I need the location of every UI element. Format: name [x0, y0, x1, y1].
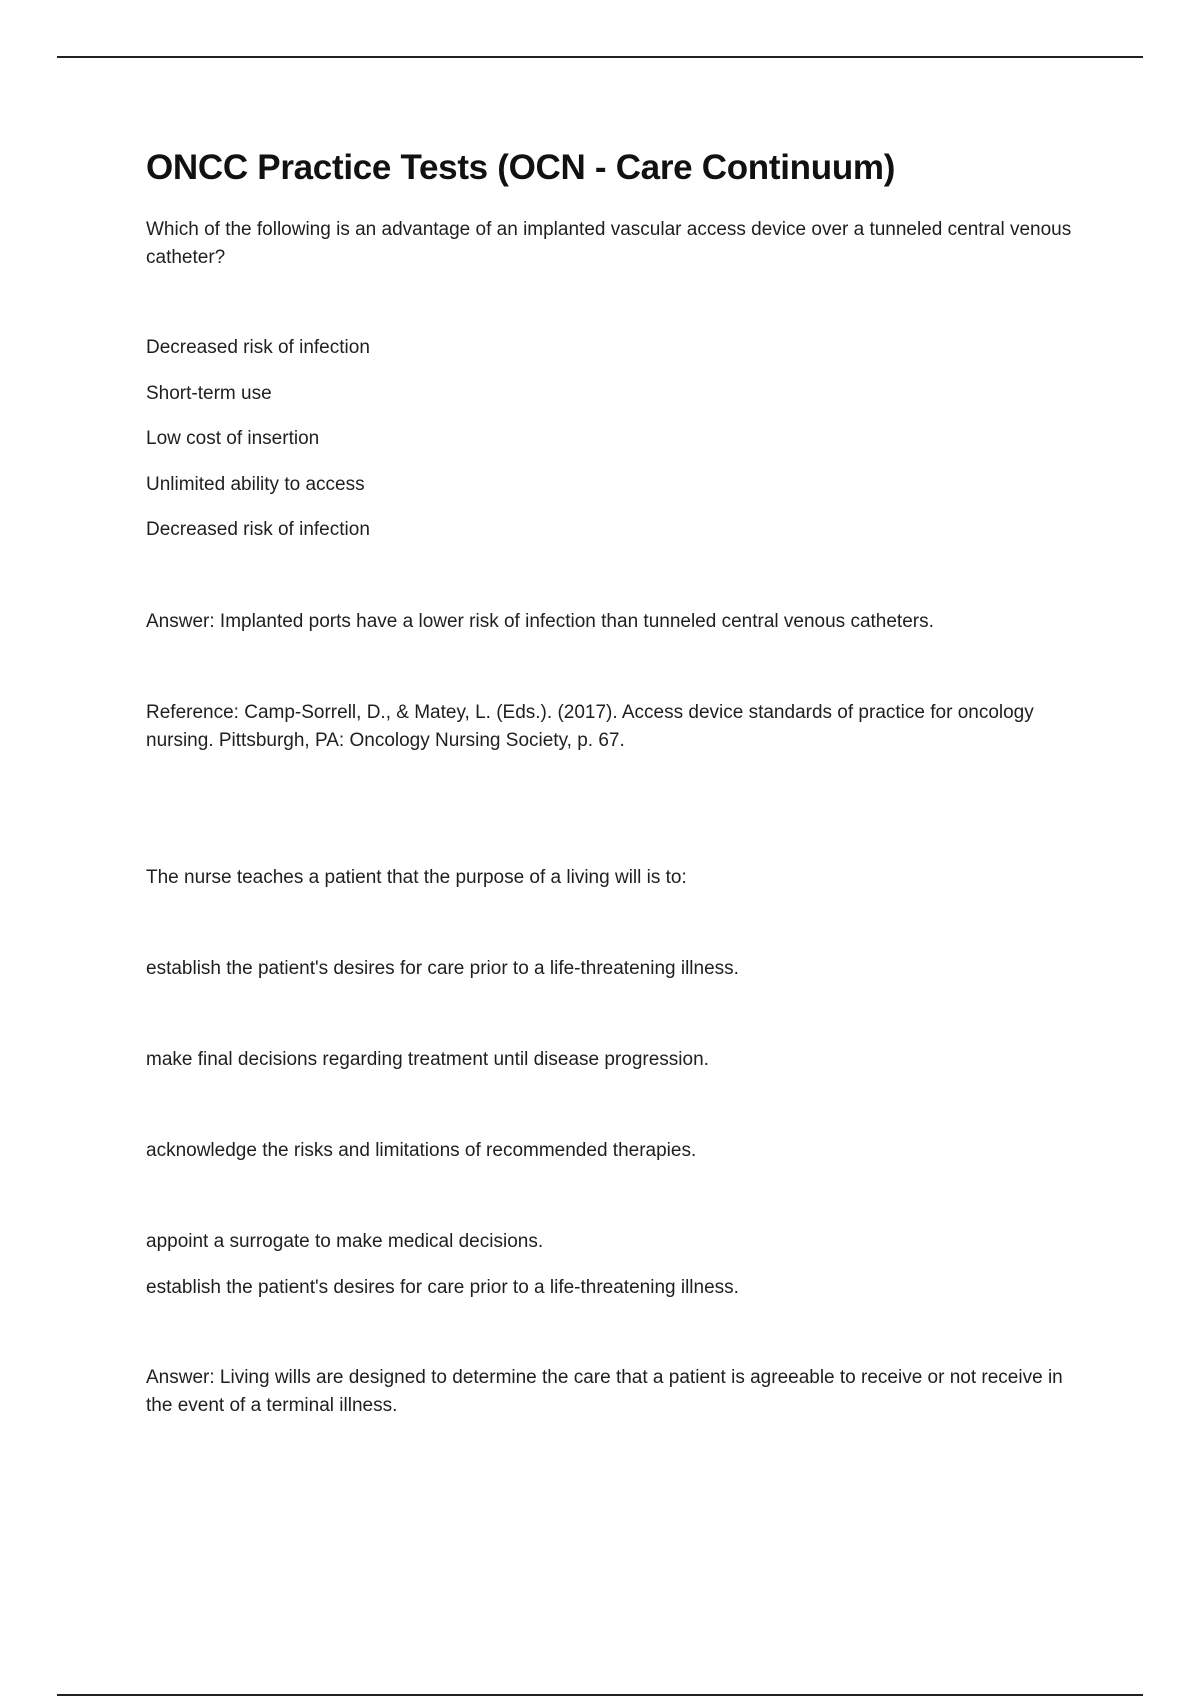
answer-option: Unlimited ability to access [146, 474, 365, 495]
answer-option: Short-term use [146, 383, 272, 404]
footer-rule [57, 1694, 1143, 1696]
answer-option: acknowledge the risks and limitations of recommended therapies. [146, 1140, 697, 1161]
reference-citation: Reference: Camp-Sorrell, D., & Matey, L. (Eds.). (2017). Access device standards of practice for oncology nursing. Pittsburgh, PA: Oncology Nursing Society, p. 67. [146, 702, 1034, 751]
question-prompt: The nurse teaches a patient that the purpose of a living will is to: [146, 867, 687, 888]
answer-option: Low cost of insertion [146, 428, 320, 449]
answer-option: make final decisions regarding treatment until disease progression. [146, 1049, 709, 1070]
answer-option: appoint a surrogate to make medical decisions. [146, 1231, 544, 1252]
answer-option: establish the patient's desires for care prior to a life-threatening illness. [146, 958, 739, 979]
answer-option: Decreased risk of infection [146, 337, 370, 358]
correct-option: establish the patient's desires for care prior to a life-threatening illness. [146, 1277, 739, 1298]
header-rule [57, 56, 1143, 58]
answer-explanation: Answer: Implanted ports have a lower risk of infection than tunneled central venous catheters. [146, 611, 934, 632]
correct-option: Decreased risk of infection [146, 519, 370, 540]
question-prompt: Which of the following is an advantage of an implanted vascular access device over a tunneled central venous catheter? [146, 219, 1072, 268]
answer-explanation: Answer: Living wills are designed to determine the care that a patient is agreeable to receive or not receive in the event of a terminal illness. [146, 1367, 1063, 1416]
page-title: ONCC Practice Tests (OCN - Care Continuum) [146, 148, 896, 187]
